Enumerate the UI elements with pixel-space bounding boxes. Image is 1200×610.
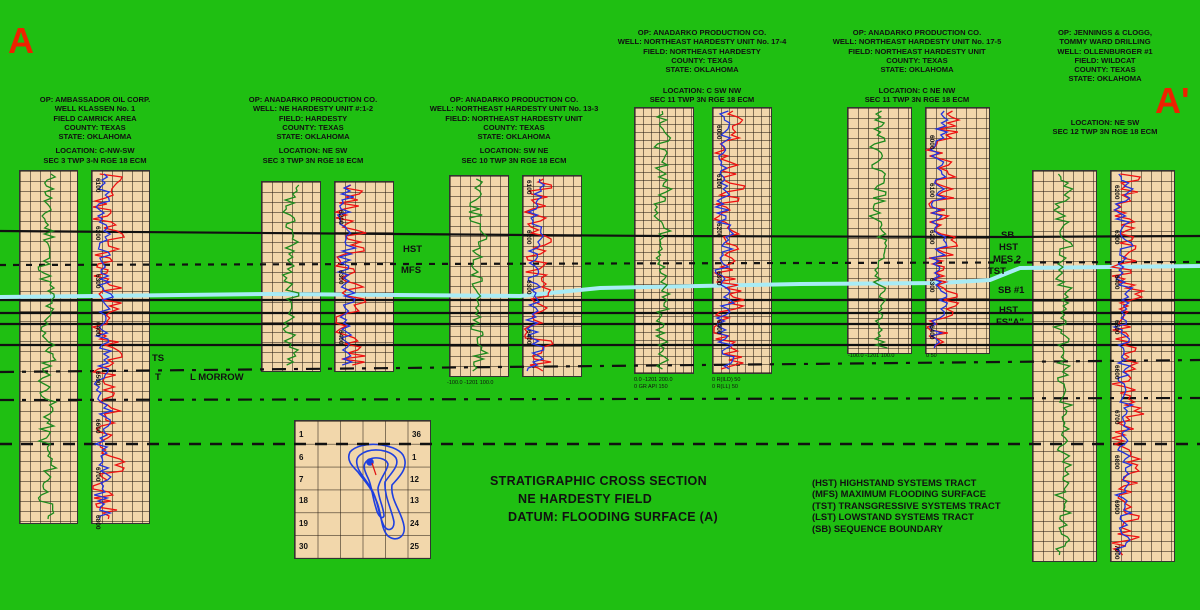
depth-label: 6300 — [1113, 230, 1120, 245]
header-line: OP: ANADARKO PRODUCTION CO. — [637, 28, 767, 37]
header-line: SEC 3 TWP 3-N RGE 18 ECM — [43, 155, 147, 165]
header-line: SEC 10 TWP 3N RGE 18 ECM — [461, 155, 567, 165]
map-section-number: 7 — [299, 475, 304, 484]
ts-dash-dot-line — [0, 360, 1200, 372]
header-line: LOCATION: NE SW — [278, 146, 348, 156]
map-field-outline — [349, 444, 405, 538]
header-line: COUNTY: TEXAS — [483, 122, 545, 132]
marker-hst2-right: HST — [999, 305, 1018, 316]
depth-label: 7000 — [1113, 545, 1120, 560]
header-line: WELL: NORTHEAST HARDESTY UNIT No. 17-5 — [832, 37, 1002, 47]
depth-label: 6400 — [928, 325, 935, 340]
header-line: FIELD: NORTHEAST HARDESTY — [643, 46, 761, 56]
map-section-number: 12 — [410, 475, 419, 484]
depth-label: 6400 — [525, 330, 532, 345]
header-line: FIELD: WILDCAT — [1074, 55, 1136, 65]
marker-l-morrow: L MORROW — [190, 372, 244, 383]
header-line: COUNTY: TEXAS — [1074, 65, 1136, 75]
marker-mfs-mid: MFS — [401, 265, 422, 276]
depth-label: 6400 — [337, 330, 344, 345]
cross-section-title: STRATIGRAPHIC CROSS SECTION — [490, 474, 707, 488]
header-line: FIELD CAMRICK AREA — [53, 113, 137, 123]
header-line: WELL: NE HARDESTY UNIT #:1-2 — [252, 104, 374, 114]
marker-tst-right: TST — [988, 266, 1006, 277]
marker-sb-right: SB — [1001, 230, 1015, 241]
map-section-number: 24 — [410, 519, 419, 528]
header-line: STATE: OKLAHOMA — [1068, 74, 1142, 84]
map-section-number: 18 — [299, 496, 308, 505]
depth-label: 6100 — [525, 180, 532, 195]
gamma-ray-curve — [1054, 174, 1073, 555]
depth-label: 6500 — [1113, 320, 1120, 335]
depth-label: 6300 — [94, 274, 101, 289]
header-line: TOMMY WARD DRILLING — [1059, 37, 1151, 47]
header-line: LOCATION: C NE NW — [878, 86, 956, 95]
depth-label: 6400 — [715, 320, 722, 335]
depth-label: 6800 — [94, 515, 101, 530]
header-line: OP: AMBASSADOR OIL CORP. — [39, 95, 151, 104]
depth-label: 6300 — [928, 277, 935, 292]
gamma-ray-curve — [38, 174, 56, 519]
map-section-number: 1 — [412, 453, 417, 462]
header-line: WELL: NORTHEAST HARDESTY UNIT No. 13-3 — [429, 104, 599, 114]
marker-fs-a-right: FS"A" — [996, 317, 1025, 328]
endpoint-a-prime-label: A' — [1155, 80, 1190, 121]
depth-label: 6200 — [1113, 185, 1120, 200]
marker-sb1-right: SB #1 — [998, 285, 1025, 296]
depth-label: 6300 — [715, 271, 722, 286]
well-4-scale-ll: 0 R(LL) 50 — [712, 384, 738, 390]
header-line: OP: ANADARKO PRODUCTION CO. — [852, 28, 982, 37]
depth-label: 6300 — [337, 270, 344, 285]
depth-label: 6700 — [1113, 410, 1120, 425]
map-section-number: 25 — [410, 542, 419, 551]
gamma-ray-curve — [469, 179, 487, 371]
header-line: COUNTY: TEXAS — [671, 55, 733, 65]
depth-label: 6100 — [94, 178, 101, 193]
depth-label: 6200 — [928, 230, 935, 245]
depth-label: 6700 — [94, 466, 101, 482]
marker-hst-mid: HST — [403, 244, 422, 255]
depth-label: 6200 — [94, 226, 101, 241]
map-section-number: 6 — [299, 453, 304, 462]
header-line: STATE: OKLAHOMA — [58, 132, 132, 142]
depth-label: 6400 — [94, 322, 101, 337]
header-line: COUNTY: TEXAS — [282, 122, 344, 132]
depth-label: 6900 — [1113, 500, 1120, 515]
header-line: COUNTY: TEXAS — [64, 122, 126, 132]
cross-section-datum: DATUM: FLOODING SURFACE (A) — [508, 510, 718, 524]
header-line: WELL KLASSEN No. 1 — [54, 104, 136, 114]
well-3-scale-label: -100.0 -1201 100.0 — [447, 380, 494, 386]
header-line: STATE: OKLAHOMA — [276, 132, 350, 142]
abbreviation-legend — [812, 477, 1001, 534]
cross-section-field: NE HARDESTY FIELD — [518, 492, 653, 506]
map-section-number: 13 — [410, 496, 419, 505]
map-section-number: 30 — [299, 542, 308, 551]
depth-label: 6200 — [525, 230, 532, 245]
well-4-scale-ild: 0 R(ILD) 50 — [712, 377, 741, 383]
header-line: STATE: OKLAHOMA — [665, 65, 739, 75]
correlation-line-solid — [0, 231, 1200, 237]
header-line: SEC 11 TWP 3N RGE 18 ECM — [649, 95, 755, 105]
header-line: LOCATION: C SW NW — [662, 86, 742, 95]
gamma-ray-curve — [283, 185, 299, 365]
dash-dot-line — [0, 398, 1200, 400]
legend-item-lst: (LST) LOWSTAND SYSTEMS TRACT — [812, 511, 974, 523]
header-line: STATE: OKLAHOMA — [880, 65, 954, 75]
header-line: STATE: OKLAHOMA — [477, 132, 551, 142]
well-4-scale-gamma-units: 0 GR API 150 — [634, 384, 668, 390]
header-line: FIELD: NORTHEAST HARDESTY UNIT — [848, 46, 986, 56]
header-line: LOCATION: C-NW-SW — [55, 146, 135, 156]
marker-hst-right: HST — [999, 242, 1018, 253]
depth-label: 6600 — [94, 418, 101, 434]
marker-mfs2-right: MFS 2 — [993, 254, 1021, 265]
map-section-number: 1 — [299, 430, 304, 439]
depth-label: 6000 — [928, 135, 935, 150]
header-line: FIELD: HARDESTY — [278, 113, 348, 123]
map-section-number: 36 — [412, 430, 421, 439]
depth-label: 6200 — [337, 210, 344, 225]
header-line: WELL: NORTHEAST HARDESTY UNIT No. 17-4 — [617, 37, 787, 47]
header-line: OP: ANADARKO PRODUCTION CO. — [449, 95, 579, 104]
endpoint-a-label: A — [8, 20, 34, 61]
well-5-scale-gamma: -100.0 -1201 100.0 — [848, 353, 895, 359]
well-5-scale-resistivity: 0 50 — [926, 353, 937, 359]
depth-label: 6100 — [715, 173, 722, 189]
header-line: WELL: OLLENBURGER #1 — [1057, 46, 1153, 56]
header-line: LOCATION: NE SW — [1070, 118, 1140, 127]
header-line: LOCATION: SW NE — [479, 146, 549, 156]
depth-label: 6100 — [928, 182, 935, 197]
depth-label: 6200 — [715, 222, 722, 237]
legend-item-sb: (SB) SEQUENCE BOUNDARY — [812, 522, 943, 534]
legend-item-tst: (TST) TRANSGRESSIVE SYSTEMS TRACT — [812, 499, 1001, 511]
depth-label: 6400 — [1113, 275, 1120, 290]
gamma-ray-curve — [654, 111, 671, 369]
depth-label: 6800 — [1113, 455, 1120, 470]
depth-label: 6500 — [94, 370, 101, 386]
header-line: SEC 12 TWP 3N RGE 18 ECM — [1052, 127, 1158, 137]
legend-item-mfs: (MFS) MAXIMUM FLOODING SURFACE — [812, 488, 986, 500]
well-4-scale-gamma-range: 0.0 -1201 200.0 — [634, 377, 673, 383]
marker-ts: TS — [152, 353, 165, 364]
header-line: OP: JENNINGS & CLOGG, — [1057, 28, 1153, 37]
marker-t: T — [155, 372, 161, 383]
depth-label: 6600 — [1113, 365, 1120, 380]
map-section-number: 19 — [299, 519, 308, 528]
depth-label: 6300 — [525, 280, 532, 295]
depth-label: 6000 — [715, 125, 722, 140]
legend-item-hst: (HST) HIGHSTAND SYSTEMS TRACT — [812, 477, 977, 488]
header-line: OP: ANADARKO PRODUCTION CO. — [248, 95, 378, 104]
header-line: COUNTY: TEXAS — [886, 55, 948, 65]
header-line: SEC 3 TWP 3N RGE 18 ECM — [262, 155, 364, 165]
header-line: FIELD: NORTHEAST HARDESTY UNIT — [445, 113, 583, 123]
header-line: SEC 11 TWP 3N RGE 18 ECM — [864, 95, 970, 105]
